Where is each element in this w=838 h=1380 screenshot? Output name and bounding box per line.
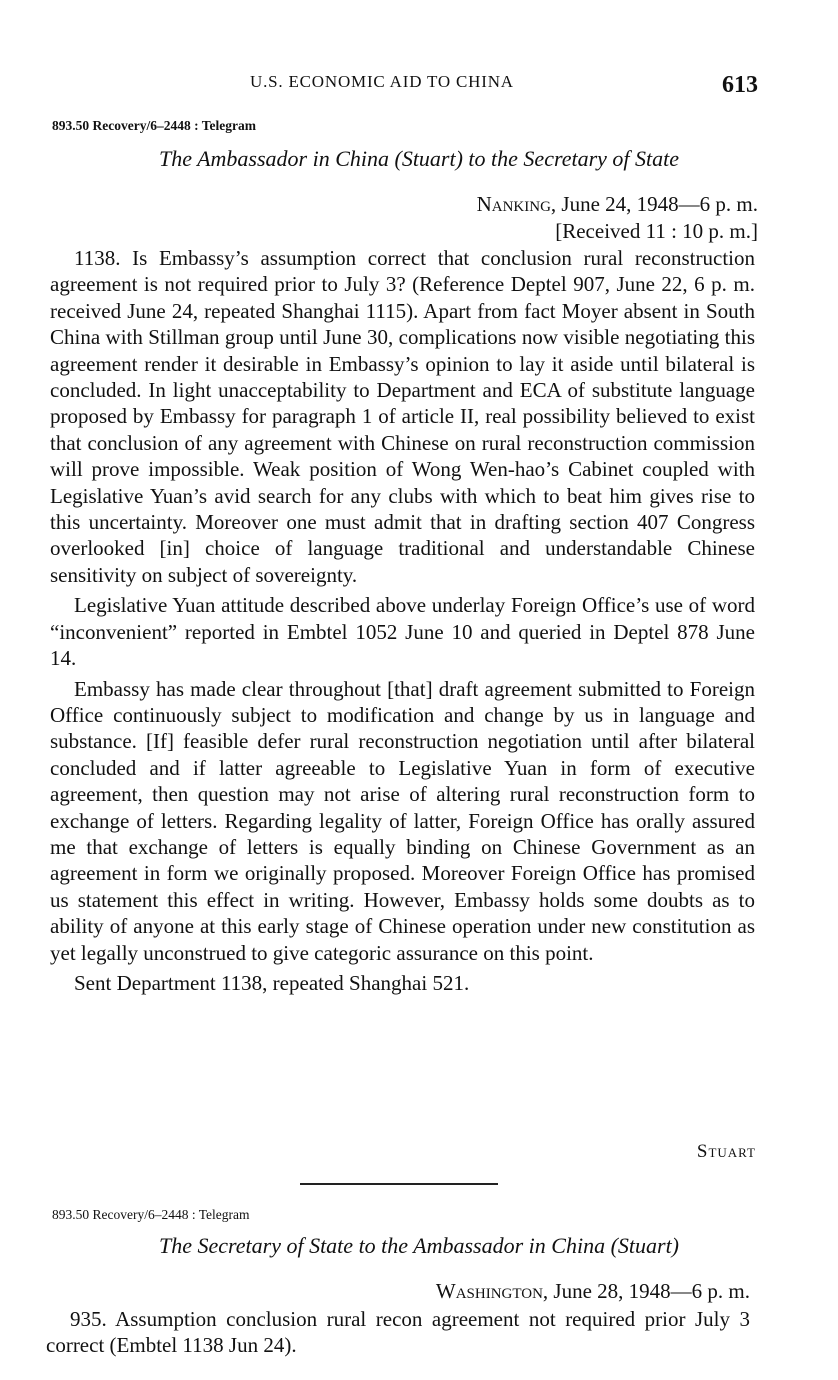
- signature: Stuart: [696, 1141, 756, 1162]
- dateline-date-1: June 24, 1948—6 p. m.: [556, 192, 758, 216]
- page-number: 613: [722, 72, 758, 98]
- telegram-body-1: [50, 245, 755, 1000]
- paragraph-2: Legislative Yuan attitude described above underlay Foreign Office’s use of word “inconvenient” reported in Embtel 1052 June 10 and queried in Deptel 878 June 14.: [50, 593, 755, 671]
- paragraph-4: Sent Department 1138, repeated Shanghai 521.: [74, 970, 470, 995]
- dateline-2: [436, 1279, 750, 1304]
- paragraph-3: Embassy has made clear throughout [that] draft agreement submitted to Foreign Office continuously subject to modification and change by us in language and substance. [If] feasible defer rural reconstruction negotiation until after bilateral concluded and if latter agreeable to Legislative Yuan in form of executive agreement, then question may not arise of altering rural reconstruction form to exchange of letters. Regarding legality of latter, Foreign Office has orally assured me that exchange of letters is equally binding on Chinese Government as an agreement in form we originally proposed. Moreover Foreign Office has promised us statement this effect in writing. However, Embassy holds some doubts as to ability of anyone at this early stage of Chinese operation under new constitution as yet legally unconstrued to give categoric assurance on this point.: [50, 676, 755, 965]
- paragraph-5: 935. Assumption conclusion rural recon agreement not required prior July 3 correct (Embtel 1138 Jun 24).: [46, 1307, 750, 1358]
- paragraph-1: 1138. Is Embassy’s assumption correct that conclusion rural reconstruction agreement is not required prior to July 3? (Reference Deptel 907, June 22, 6 p. m. received June 24, repeated Shanghai 1115). Apart from fact Moyer absent in South China with Stillman group until June 30, complications now visible negotiating this agreement render it desirable in Embassy’s opinion to lay it aside until bilateral is concluded. In light unacceptability to Department and ECA of substitute language proposed by Embassy for paragraph 1 of article II, real possibility believed to exist that conclusion of any agreement with Chinese on rural reconstruction commission will prove impossible. Weak position of Wong Wen-hao’s Cabinet coupled with Legislative Yuan’s avid search for any clubs with which to beat him gives rise to this uncertainty. Moreover one must admit that in drafting section 407 Congress overlooked [in] choice of language traditional and understandable Chinese sensitivity on subject of sovereignty.: [50, 246, 755, 587]
- dateline-1: [477, 192, 758, 217]
- dateline-place-1: Nanking,: [476, 192, 557, 216]
- document-title-2: The Secretary of State to the Ambassador in China (Stuart): [158, 1233, 680, 1258]
- received-note: [Received 11 : 10 p. m.]: [555, 219, 758, 243]
- dateline-place-2: Washington,: [435, 1279, 549, 1303]
- dateline-date-2: June 28, 1948—6 p. m.: [548, 1279, 750, 1303]
- document-title-1: The Ambassador in China (Stuart) to the Secretary of State: [158, 146, 680, 171]
- section-separator: [300, 1183, 498, 1185]
- file-reference-2: 893.50 Recovery/6–2448 : Telegram: [52, 1207, 250, 1222]
- telegram-body-2: [46, 1306, 750, 1363]
- file-reference-1: 893.50 Recovery/6–2448 : Telegram: [52, 118, 256, 133]
- running-title: U.S. ECONOMIC AID TO CHINA: [250, 72, 514, 91]
